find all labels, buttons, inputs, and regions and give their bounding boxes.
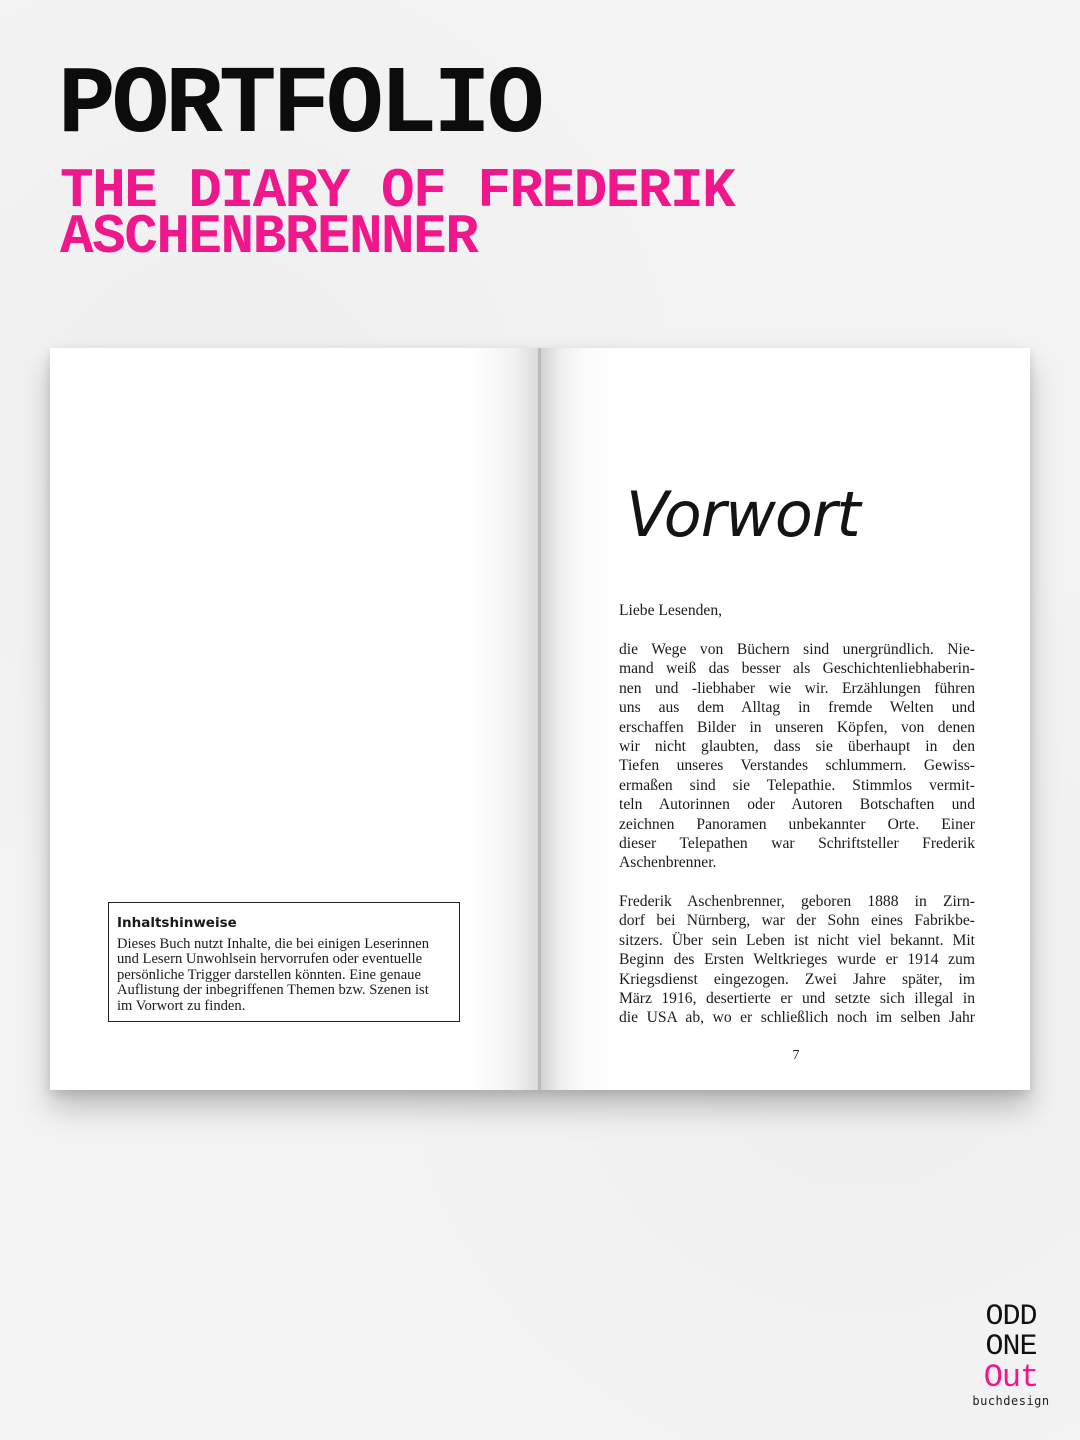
paragraph-1 [619,640,975,873]
content-warning-line: persönliche Trigger darstellen könnten. Eine genaue [117,966,421,983]
text-line: teln Autorinnen oder Autoren Botschaften und [619,796,975,814]
odd-one-out-logo [966,1302,1056,1408]
page-number: 7 [792,1048,800,1063]
text-line: nen und -liebhaber wie wir. Erzählungen führen [619,679,975,697]
text-line: Frederik Aschenbrenner, geboren 1888 in Zirn- [619,893,975,910]
content-warning-line: und Lesern Unwohlsein hervorrufen oder eventuelle [117,951,423,968]
text-line: sitzers. Über sein Leben ist nicht viel bekannt. Mit [619,931,975,949]
book-subtitle [60,159,1018,269]
content-warning-title: Inhaltshinweise [117,915,237,931]
logo-line: ONE [985,1330,1037,1364]
text-line: uns aus dem Alltag in fremde Welten und [619,699,975,717]
text-line: ermaßen sind sie Telepathie. Stimmlos vermit- [619,776,975,794]
text-line: Beginn des Ersten Weltkrieges wurde er 1914 zum [619,951,975,969]
text-line: wir nicht glaubten, dass sie überhaupt in den [619,737,975,755]
logo-subtitle: buchdesign [972,1394,1050,1408]
paragraph-2 [619,892,975,1028]
text-line: März 1916, desertierte er und setzte sich illegal in [619,989,975,1007]
portfolio-title: PORTFOLIO [58,51,541,160]
book-spine [538,348,541,1090]
text-line: mand weiß das besser als Geschichtenliebhaberin- [619,660,975,678]
text-line: dieser Telepathen war Schriftsteller Frederik [619,834,975,852]
content-warning-line: Auflistung der inbegriffenen Themen bzw. Szenen ist [117,982,429,999]
chapter-title: Vorwort [626,478,860,551]
text-line: Aschenbrenner. [619,854,717,872]
content-warning-line: Dieses Buch nutzt Inhalte, die bei einigen Leserinnen [117,936,430,952]
text-line: zeichnen Panoramen unbekannter Orte. Einer [619,815,975,833]
text-line: Kriegsdienst eingezogen. Zwei Jahre später, im [619,970,975,988]
logo-accent-line: Out [983,1359,1039,1396]
text-line: erschaffen Bilder in unseren Köpfen, von denen [619,718,975,736]
subtitle-line: ASCHENBRENNER [60,205,478,269]
content-warning-line: im Vorwort zu finden. [117,997,246,1014]
logo-line: ODD [985,1300,1037,1334]
greeting-line: Liebe Lesenden, [619,602,723,619]
text-line: Tiefen unseres Verstandes schlummern. Gewiss- [619,757,975,775]
left-page [50,348,540,1090]
text-line: dorf bei Nürnberg, war der Sohn eines Fabrikbe- [619,912,975,930]
portfolio-header [58,51,1018,269]
subtitle-line: THE DIARY OF FREDERIK [60,159,735,223]
text-line: die USA ab, wo er schließlich noch im selben Jahr [619,1009,975,1027]
content-warning-text [117,937,451,1014]
content-warning-box [108,902,460,1022]
text-line: die Wege von Büchern sind unergründlich. Nie- [619,641,975,658]
